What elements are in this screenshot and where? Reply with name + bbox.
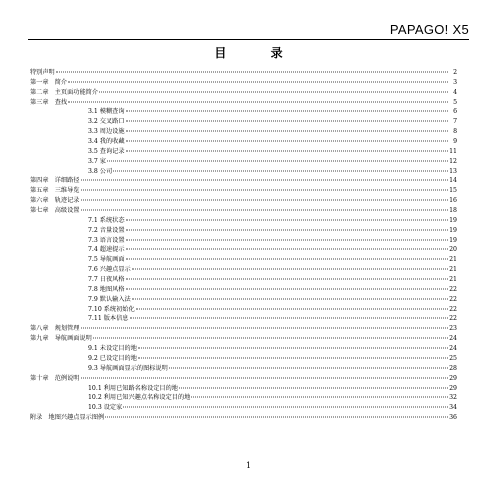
toc-entry-page: 29: [449, 374, 457, 382]
toc-entry-label: 3.1 模糊查询: [88, 108, 125, 116]
toc-entry[interactable]: [30, 403, 457, 413]
toc-entry-label: 第六章 轨迹记录: [30, 197, 80, 205]
header-divider: [28, 39, 469, 40]
toc-dot-leader: [93, 338, 448, 339]
toc-entry-page: 18: [449, 207, 457, 215]
toc-entry-page: 13: [449, 167, 457, 175]
toc-entry-page: 36: [449, 414, 457, 422]
toc-entry-label: 7.2 音量设置: [88, 226, 125, 234]
toc-dot-leader: [126, 259, 448, 260]
toc-entry-page: 4: [453, 88, 457, 96]
toc-entry[interactable]: [30, 206, 457, 216]
toc-dot-leader: [81, 328, 449, 329]
toc-entry[interactable]: [30, 167, 457, 177]
toc-entry-label: 10.2 利用已知兴趣点名称设定目的地: [88, 394, 191, 402]
toc-entry-label: 3.5 查询记录: [88, 147, 125, 155]
toc-entry[interactable]: [30, 236, 457, 246]
toc-entry-page: 7: [453, 118, 457, 126]
toc-entry-label: 第二章 主页面功能简介: [30, 88, 99, 96]
toc-dot-leader: [126, 288, 448, 289]
toc-dot-leader: [123, 407, 448, 408]
toc-dot-leader: [68, 101, 448, 102]
toc-entry[interactable]: [30, 324, 457, 334]
toc-dot-leader: [105, 417, 448, 418]
toc-dot-leader: [99, 91, 448, 92]
toc-entry[interactable]: [30, 255, 457, 265]
toc-entry-label: 3.3 周边设施: [88, 128, 125, 136]
toc-entry[interactable]: [30, 107, 457, 117]
toc-entry-label: 第四章 详细路径: [30, 177, 80, 185]
toc-dot-leader: [126, 219, 448, 220]
toc-entry-label: 7.10 系统初始化: [88, 305, 135, 313]
toc-dot-leader: [126, 131, 448, 132]
toc-entry-label: 7.5 导航画面: [88, 256, 125, 264]
toc-entry-page: 19: [449, 226, 457, 234]
toc-entry-label: 7.7 日夜风格: [88, 276, 125, 284]
toc-dot-leader: [56, 72, 448, 73]
toc-dot-leader: [138, 357, 448, 358]
toc-dot-leader: [136, 308, 448, 309]
toc-entry-page: 20: [449, 246, 457, 254]
toc-dot-leader: [126, 111, 448, 112]
toc-entry-page: 15: [449, 187, 457, 195]
toc-dot-leader: [132, 298, 448, 299]
toc-entry-page: 24: [449, 345, 457, 353]
toc-entry-page: 21: [449, 256, 457, 264]
toc-dot-leader: [81, 210, 449, 211]
toc-entry-label: 7.11 版本信息: [88, 315, 129, 323]
toc-dot-leader: [126, 279, 448, 280]
toc-entry[interactable]: [30, 265, 457, 275]
toc-entry-label: 10.1 利用已知路名称设定目的地: [88, 384, 178, 392]
toc-entry-page: 19: [449, 236, 457, 244]
toc-entry-label: 第十章 范例说明: [30, 374, 80, 382]
toc-dot-leader: [107, 160, 448, 161]
toc-entry-page: 22: [449, 285, 457, 293]
toc-entry[interactable]: [30, 295, 457, 305]
toc-entry-page: 16: [449, 197, 457, 205]
toc-entry-page: 21: [449, 266, 457, 274]
toc-entry[interactable]: [30, 216, 457, 226]
toc-dot-leader: [191, 397, 448, 398]
toc-entry[interactable]: [30, 364, 457, 374]
toc-entry-label: 附录 地图兴趣点显示图例: [30, 414, 105, 422]
toc-entry[interactable]: [30, 226, 457, 236]
toc-entry[interactable]: [30, 157, 457, 167]
toc-dot-leader: [126, 150, 448, 151]
toc-dot-leader: [113, 170, 448, 171]
toc-entry[interactable]: [30, 98, 457, 108]
toc-entry[interactable]: [30, 374, 457, 384]
toc-entry-page: 14: [449, 177, 457, 185]
toc-entry[interactable]: [30, 88, 457, 98]
toc-entry[interactable]: [30, 305, 457, 315]
toc-dot-leader: [132, 269, 448, 270]
toc-entry-label: 7.3 语言设置: [88, 236, 125, 244]
toc-entry[interactable]: [30, 393, 457, 403]
toc-entry-label: 3.2 交叉路口: [88, 118, 125, 126]
toc-entry-label: 9.2 已设定目的地: [88, 354, 137, 362]
toc-entry-page: 19: [449, 216, 457, 224]
toc-entry[interactable]: [30, 344, 457, 354]
toc-entry-label: 3.4 我的收藏: [88, 138, 125, 146]
toc-entry-page: 3: [453, 78, 457, 86]
toc-entry-page: 11: [449, 147, 457, 155]
toc-entry-page: 28: [449, 364, 457, 372]
toc-entry-page: 34: [449, 404, 457, 412]
toc-heading: 目 录: [214, 46, 303, 60]
toc-dot-leader: [130, 318, 449, 319]
toc-dot-leader: [126, 141, 448, 142]
toc-entry-label: 第七章 高级设置: [30, 207, 80, 215]
toc-entry[interactable]: [30, 354, 457, 364]
document-header-title: PAPAGO! X5: [389, 22, 469, 37]
toc-entry-page: 32: [449, 394, 457, 402]
toc-entry-label: 第一章 简介: [30, 78, 68, 86]
toc-dot-leader: [126, 229, 448, 230]
toc-entry[interactable]: [30, 176, 457, 186]
toc-entry-label: 9.1 未设定目的地: [88, 345, 137, 353]
toc-entry[interactable]: [30, 68, 457, 78]
page-number: 1: [245, 461, 252, 470]
toc-entry[interactable]: [30, 245, 457, 255]
toc-entry-page: 9: [453, 138, 457, 146]
toc-entry-page: 23: [449, 325, 457, 333]
toc-dot-leader: [126, 239, 448, 240]
toc-entry-label: 3.8 公司: [88, 167, 113, 175]
toc-entry[interactable]: [30, 314, 457, 324]
toc-entry-label: 第三章 查找: [30, 98, 68, 106]
toc-entry-label: 7.4 超速提示: [88, 246, 125, 254]
toc-dot-leader: [68, 81, 448, 82]
toc-entry-label: 7.8 地图风格: [88, 285, 125, 293]
toc-entry[interactable]: [30, 117, 457, 127]
toc-entry-page: 6: [453, 108, 457, 116]
toc-entry-label: 7.6 兴趣点显示: [88, 266, 131, 274]
toc-entry[interactable]: [30, 127, 457, 137]
toc-entry[interactable]: [30, 384, 457, 394]
toc-entry-page: 22: [449, 315, 457, 323]
toc-entry-label: 9.3 导航画面显示的图标说明: [88, 364, 168, 372]
toc-entry-page: 21: [449, 276, 457, 284]
toc-entry[interactable]: [30, 275, 457, 285]
toc-entry[interactable]: [30, 413, 457, 423]
toc-entry-page: 2: [453, 69, 457, 76]
toc-entry-page: 22: [449, 305, 457, 313]
toc-entry[interactable]: [30, 196, 457, 206]
toc-entry[interactable]: [30, 137, 457, 147]
table-of-contents: [30, 68, 457, 423]
toc-entry-label: 7.9 默认输入法: [88, 295, 131, 303]
toc-entry-page: 5: [453, 98, 457, 106]
toc-entry-page: 22: [449, 295, 457, 303]
toc-dot-leader: [81, 200, 449, 201]
toc-entry-label: 10.3 设定家: [88, 404, 123, 412]
toc-entry-label: 7.1 系统状态: [88, 216, 125, 224]
toc-entry-label: 第八章 规划管理: [30, 325, 80, 333]
toc-dot-leader: [81, 180, 449, 181]
toc-dot-leader: [138, 348, 448, 349]
toc-dot-leader: [126, 121, 448, 122]
toc-entry-label: 第九章 导航画面说明: [30, 335, 92, 343]
toc-entry[interactable]: [30, 78, 457, 88]
toc-entry-label: 第五章 三维导览: [30, 187, 80, 195]
toc-dot-leader: [179, 387, 448, 388]
toc-dot-leader: [169, 367, 448, 368]
toc-entry-page: 29: [449, 384, 457, 392]
toc-dot-leader: [126, 249, 448, 250]
toc-entry-page: 8: [453, 128, 457, 136]
toc-entry-page: 25: [449, 354, 457, 362]
toc-entry[interactable]: [30, 285, 457, 295]
toc-dot-leader: [81, 190, 449, 191]
toc-entry-label: 3.7 家: [88, 157, 106, 165]
toc-entry-page: 24: [449, 335, 457, 343]
toc-entry[interactable]: [30, 334, 457, 344]
toc-entry[interactable]: [30, 147, 457, 157]
toc-entry-label: 特别声明: [30, 69, 55, 76]
toc-entry-page: 12: [449, 157, 457, 165]
toc-entry[interactable]: [30, 186, 457, 196]
toc-dot-leader: [81, 377, 449, 378]
